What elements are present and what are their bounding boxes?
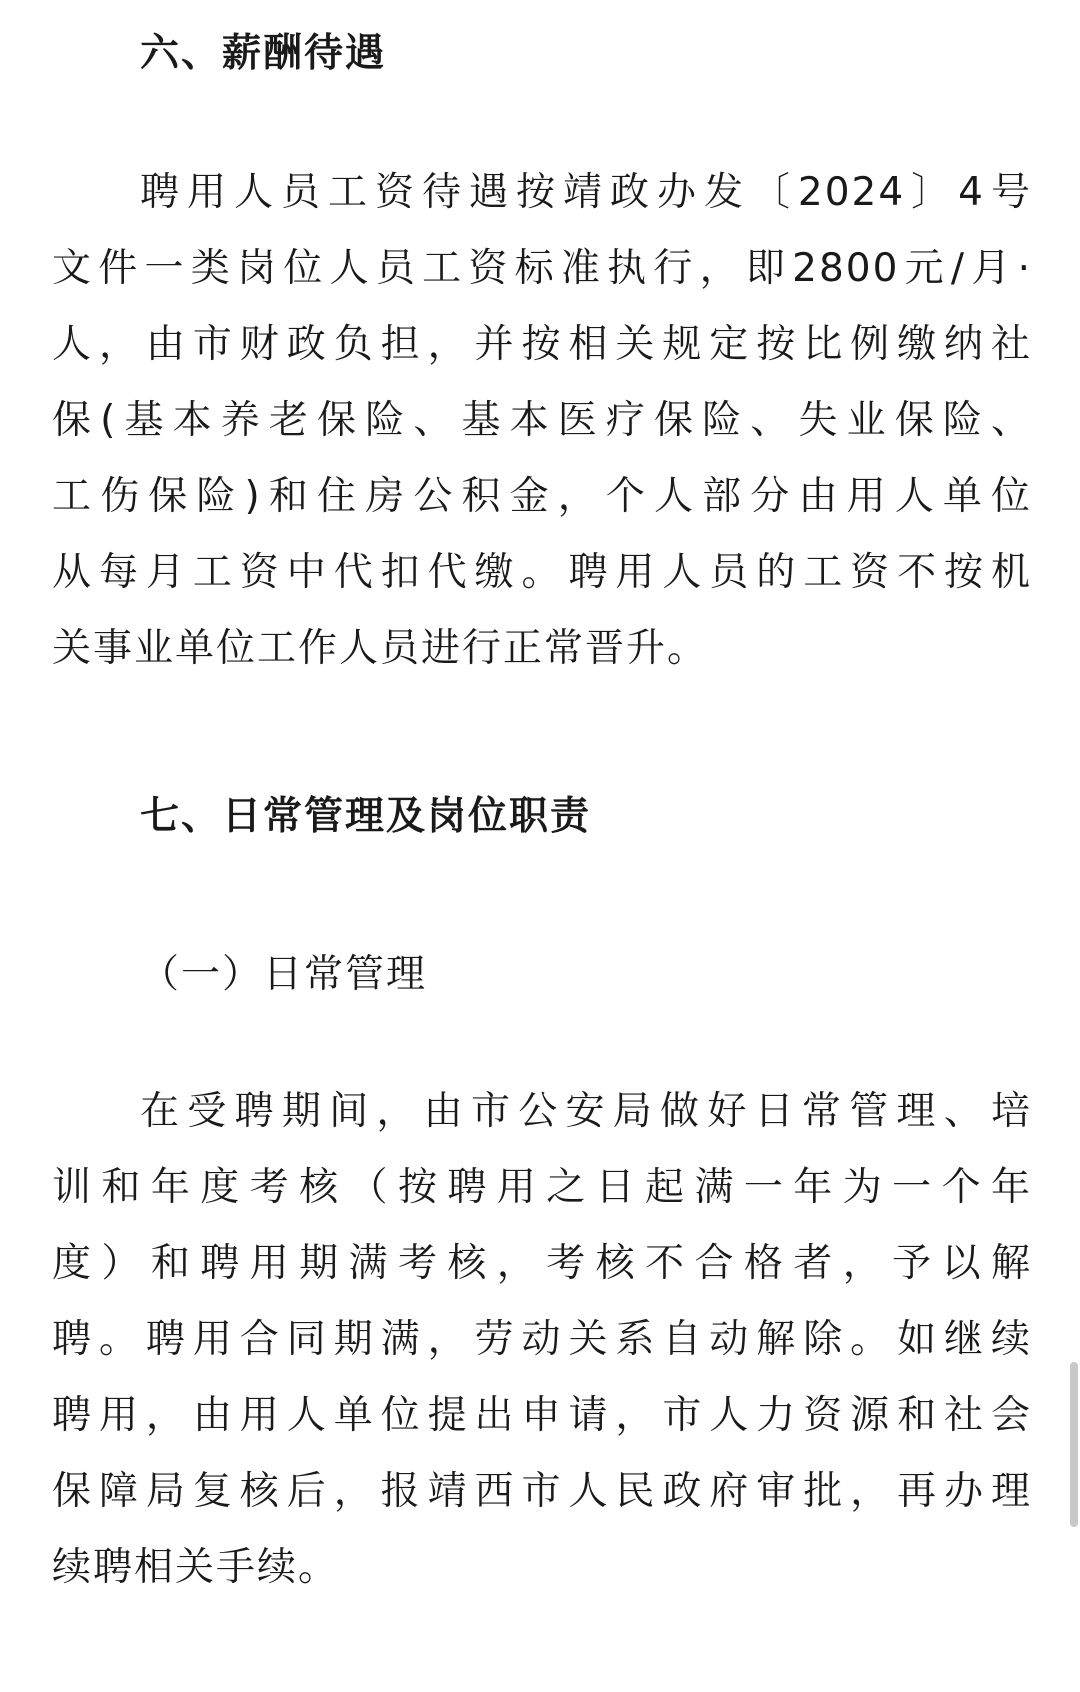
paragraph-line: 聘。聘用合同期满，劳动关系自动解除。如继续 [52, 1317, 1032, 1362]
paragraph-line: 训和年度考核（按聘用之日起满一年为一个年 [52, 1165, 1032, 1210]
subsection-heading-daily-management: （一）日常管理 [140, 952, 428, 997]
paragraph-line: 聘用人员工资待遇按靖政办发〔2024〕4号 [140, 170, 1032, 215]
scrollbar-thumb[interactable] [1070, 1362, 1078, 1527]
management-paragraph [52, 1074, 1032, 1606]
paragraph-line: 关事业单位工作人员进行正常晋升。 [52, 626, 709, 671]
paragraph-line: 文件一类岗位人员工资标准执行，即2800元/月· [52, 246, 1032, 291]
section-heading-salary: 六、薪酬待遇 [140, 31, 387, 76]
paragraph-line: 度）和聘用期满考核，考核不合格者，予以解 [52, 1241, 1032, 1286]
salary-paragraph [52, 155, 1032, 687]
paragraph-line: 工伤保险)和住房公积金，个人部分由用人单位 [52, 474, 1032, 519]
section-heading-management: 七、日常管理及岗位职责 [140, 794, 592, 839]
paragraph-line: 保障局复核后，报靖西市人民政府审批，再办理 [52, 1469, 1032, 1514]
paragraph-line: 聘用，由用人单位提出申请，市人力资源和社会 [52, 1393, 1032, 1438]
paragraph-line: 人，由市财政负担，并按相关规定按比例缴纳社 [52, 322, 1032, 367]
paragraph-line: 从每月工资中代扣代缴。聘用人员的工资不按机 [52, 550, 1032, 595]
paragraph-line: 保(基本养老保险、基本医疗保险、失业保险、 [52, 398, 1032, 443]
paragraph-line: 续聘相关手续。 [52, 1545, 340, 1590]
paragraph-line: 在受聘期间，由市公安局做好日常管理、培 [140, 1089, 1032, 1134]
